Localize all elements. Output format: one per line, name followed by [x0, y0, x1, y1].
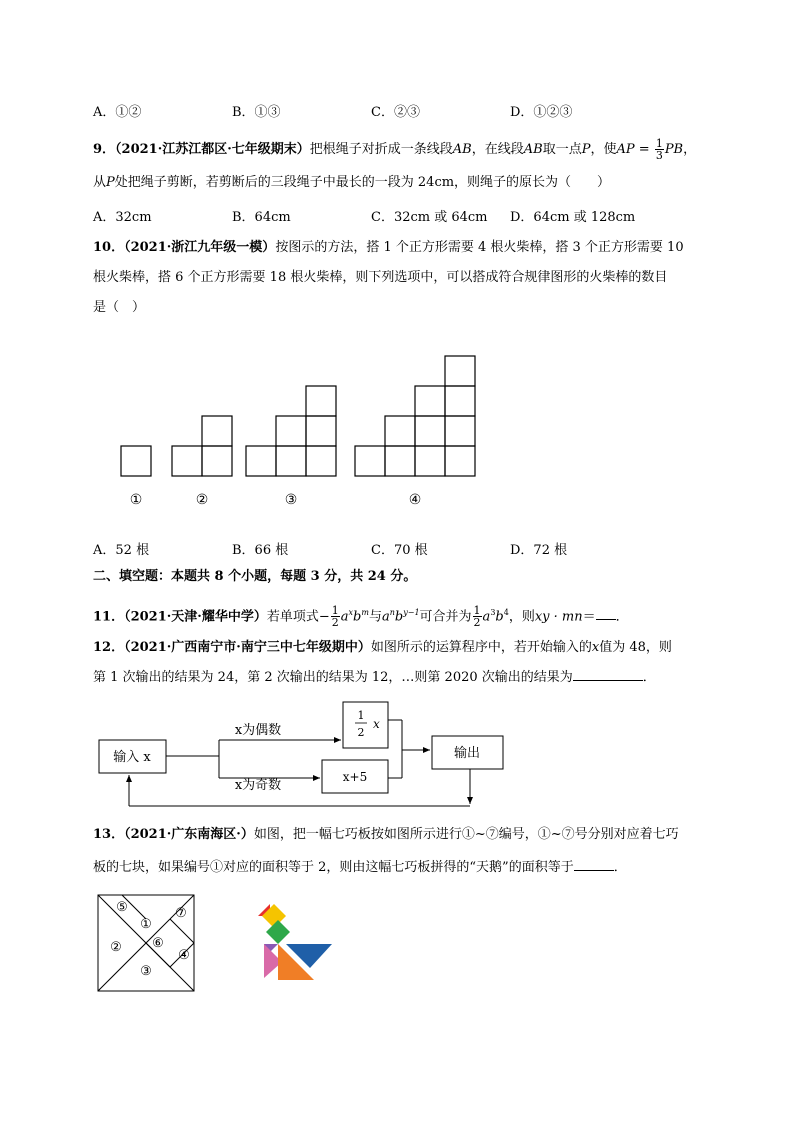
fig4-label: ④: [408, 492, 422, 508]
fig3-squares: [246, 386, 336, 476]
section-heading: 二、填空题：本题共 8 个小题，每题 3 分，共 24 分。: [93, 569, 417, 584]
flow-input-label: 输入 x: [113, 750, 151, 765]
flow-plus5-label: x+5: [342, 770, 368, 784]
flow-half-var: x: [373, 717, 380, 731]
q10-option-d: D．72 根: [510, 543, 568, 558]
q13-line2: 板的七块，如果编号①对应的面积等于 2，则由这幅七巧板拼得的“天鹅”的面积等于 ．: [93, 860, 627, 875]
fig2-label: ②: [195, 492, 209, 508]
q9-line2: 从P处把绳子剪断，若剪断后的三段绳子中最长的一段为 24cm，则绳子的原长为（ ）: [93, 175, 611, 190]
q11-answer-blank: [596, 619, 616, 620]
q12-answer-blank: [573, 680, 643, 681]
q9-option-c: C．32cm 或 64cm: [371, 210, 488, 225]
q10-option-a: A．52 根: [93, 543, 150, 558]
q9-option-d: D．64cm 或 128cm: [510, 210, 636, 225]
q11-number: 11．: [93, 609, 125, 625]
q9-source: （2021·江苏江都区·七年级期末）: [115, 142, 310, 157]
q13-line1: 13．（2021·广东南海区·）如图，把一幅七巧板按如图所示进行①~⑦编号，①~⑦号分别对应着七巧: [93, 827, 679, 842]
flow-odd-label: x为奇数: [234, 778, 282, 793]
q12-line1: 12．（2021·广西南宁市·南宁三中七年级期中）如图所示的运算程序中，若开始输入的x值为 48，则: [93, 640, 672, 655]
matchstick-figures: [100, 350, 500, 515]
tangram-square: [96, 893, 198, 995]
tangram-label-3: ③: [140, 964, 152, 979]
fig1-label: ①: [129, 492, 143, 508]
q9-fraction: $\frac{1}{3}$: [655, 137, 663, 162]
q12-source: （2021·广西南宁市·南宁三中七年级期中）: [124, 640, 371, 655]
q10-line2: 根火柴棒，搭 6 个正方形需要 18 根火柴棒，则下列选项中，可以搭成符合规律图形的火柴棒的数目: [93, 270, 668, 285]
flow-half-box: [343, 702, 388, 748]
flow-output-label: 输出: [453, 746, 481, 761]
fig4-squares: [355, 356, 475, 476]
tangram-label-1: ①: [140, 917, 152, 932]
q12-line2: 第 1 次输出的结果为 24，第 2 次输出的结果为 12，…则第 2020 次输出的结果为 ．: [93, 670, 656, 685]
q9-option-b: B．64cm: [232, 210, 291, 225]
q10-number: 10．: [93, 240, 125, 255]
q8-option-a: A．①②: [93, 105, 142, 120]
fig1-square: [121, 446, 151, 476]
q9-line1: 9．（2021·江苏江都区·七年级期末）把根绳子对折成一条线段AB，在线段AB取一点P，使AP = $\frac{1}{3}$ PB，: [93, 137, 697, 162]
q8-option-b: B．①③: [232, 105, 281, 120]
fig3-label: ③: [284, 492, 298, 508]
q11-source: （2021·天津·耀华中学）: [124, 609, 267, 625]
q8-option-c: C．②③: [371, 105, 420, 120]
q13-answer-blank: [574, 870, 614, 871]
tangram-label-4: ④: [178, 948, 190, 963]
q11-line: 11．（2021·天津·耀华中学）若单项式− $\frac{1}{2}$ $a^xb^m$与$a^nb^{y-1}$可合并为 $\frac{1}{2}$ $a^3b^4$，则xy · mn＝ ．: [93, 604, 629, 630]
flowchart: [95, 698, 515, 816]
q10-option-c: C．70 根: [371, 543, 428, 558]
q9-number: 9．: [93, 142, 116, 157]
q10-line1: 10．（2021·浙江九年级一模）按图示的方法，搭 1 个正方形需要 4 根火柴棒，搭 3 个正方形需要 10: [93, 240, 684, 255]
tangram-label-7: ⑦: [175, 906, 187, 921]
q12-number: 12．: [93, 640, 125, 655]
q8-option-d: D．①②③: [510, 105, 573, 120]
flow-even-label: x为偶数: [234, 723, 282, 738]
q10-source: （2021·浙江九年级一模）: [124, 240, 276, 255]
q10-option-b: B．66 根: [232, 543, 289, 558]
q13-source: （2021·广东南海区·）: [124, 827, 254, 842]
flow-half-denominator: 2: [357, 726, 365, 739]
tangram-label-2: ②: [110, 940, 122, 955]
q13-number: 13．: [93, 827, 125, 842]
q9-option-a: A．32cm: [93, 210, 152, 225]
fig2-squares: [172, 416, 232, 476]
tangram-label-5: ⑤: [116, 900, 128, 915]
tangram-label-6: ⑥: [152, 936, 164, 951]
q10-line3: 是（ ）: [93, 300, 146, 315]
tangram-swan: [256, 900, 336, 985]
flow-half-numerator: 1: [357, 709, 365, 722]
